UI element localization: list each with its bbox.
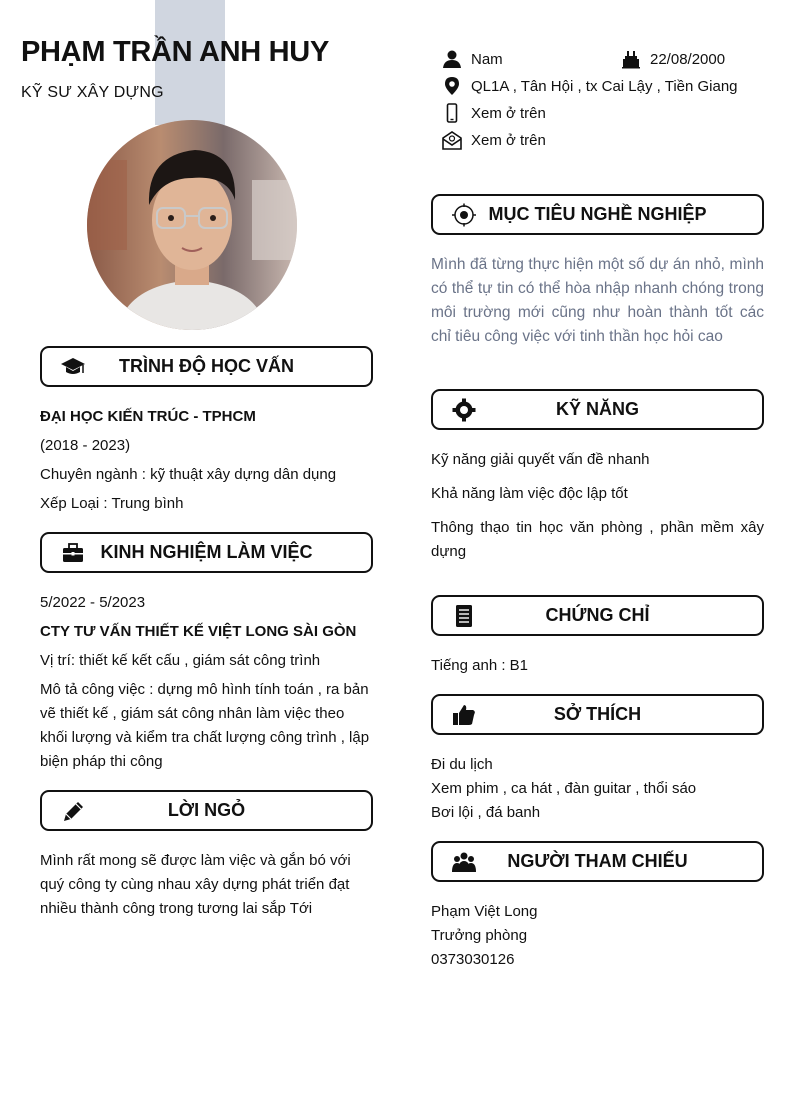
briefcase-icon xyxy=(58,540,88,566)
section-hobbies-title: SỞ THÍCH xyxy=(553,704,642,724)
skill-item: Thông thạo tin học văn phòng , phần mềm xây dựng xyxy=(431,519,764,560)
contact-phone xyxy=(441,102,546,124)
thumbs-up-icon xyxy=(449,702,479,728)
section-certificates-title: CHỨNG CHỈ xyxy=(545,605,650,625)
people-icon xyxy=(449,849,479,875)
section-education-title: TRÌNH ĐỘ HỌC VẤN xyxy=(119,356,294,376)
education-rank: Xếp Loại : Trung bình xyxy=(40,495,184,512)
contact-address xyxy=(441,75,738,97)
birthday-value: 22/08/2000 xyxy=(650,50,726,68)
hobby-item: Xem phim , ca hát , đàn guitar , thổi sáo xyxy=(431,780,697,797)
section-references-header xyxy=(431,841,764,882)
section-skills-title: KỸ NĂNG xyxy=(555,399,639,419)
job-title: KỸ SƯ XÂY DỰNG xyxy=(21,84,164,101)
email-value: Xem ở trên xyxy=(471,131,546,149)
section-skills-header xyxy=(431,389,764,430)
education-major: Chuyên ngành : kỹ thuật xây dựng dân dụng xyxy=(40,466,337,483)
candidate-name: PHẠM TRẦN ANH HUY xyxy=(21,36,329,68)
reference-role: Trưởng phòng xyxy=(431,927,528,944)
user-icon xyxy=(441,48,463,70)
envelope-icon xyxy=(441,129,463,151)
section-objective-title: MỤC TIÊU NGHỀ NGHIỆP xyxy=(488,204,707,224)
section-objective-header xyxy=(431,194,764,235)
section-education-header xyxy=(40,346,373,387)
reference-phone: 0373030126 xyxy=(431,951,515,968)
profile-photo xyxy=(87,120,297,330)
map-pin-icon xyxy=(441,75,463,97)
experience-company: CTY TƯ VẤN THIẾT KẾ VIỆT LONG SÀI GÒN xyxy=(40,623,357,640)
section-experience-header xyxy=(40,532,373,573)
phone-value: Xem ở trên xyxy=(471,104,546,122)
objective-text: Mình đã từng thực hiện một số dự án nhỏ, mình có thể tự tin có thể hòa nhập nhanh chóng trong môi trường mới cũng như hoàn thành tốt các chỉ tiêu công việc với tinh thần học hỏi cao xyxy=(431,256,764,345)
target-icon xyxy=(449,202,479,228)
experience-position: Vị trí: thiết kế kết cấu , giám sát công trình xyxy=(40,652,321,669)
address-value: QL1A , Tân Hội , tx Cai Lậy , Tiền Giang xyxy=(471,77,738,95)
pencil-icon xyxy=(58,798,88,824)
section-intro-header xyxy=(40,790,373,831)
gear-icon xyxy=(449,397,479,423)
phone-icon xyxy=(441,102,463,124)
contact-email xyxy=(441,129,546,151)
section-intro-title: LỜI NGỎ xyxy=(167,800,246,820)
reference-name: Phạm Việt Long xyxy=(431,903,538,920)
graduation-cap-icon xyxy=(58,354,88,380)
cake-icon xyxy=(620,48,642,70)
contact-birthday xyxy=(620,48,725,70)
hobby-item: Bơi lội , đá banh xyxy=(431,804,541,821)
section-hobbies-header xyxy=(431,694,764,735)
education-school: ĐẠI HỌC KIẾN TRÚC - TPHCM xyxy=(40,408,256,425)
hobby-item: Đi du lịch xyxy=(431,756,493,773)
contact-gender xyxy=(441,48,503,70)
experience-description: Mô tả công việc : dựng mô hình tính toán , ra bản vẽ thiết kế , giám sát công nhân làm việc theo khối lượng và kiểm tra chất lượng công trình , lập biện pháp thi công xyxy=(40,681,370,770)
experience-period: 5/2022 - 5/2023 xyxy=(40,594,146,611)
section-references-title: NGƯỜI THAM CHIẾU xyxy=(507,851,688,871)
section-experience-title: KINH NGHIỆM LÀM VIỆC xyxy=(100,542,313,562)
skill-item: Khả năng làm việc độc lập tốt xyxy=(431,485,628,502)
education-years: (2018 - 2023) xyxy=(40,437,131,454)
section-certificates-header xyxy=(431,595,764,636)
skill-item: Kỹ năng giải quyết vấn đề nhanh xyxy=(431,451,650,468)
gender-value: Nam xyxy=(471,50,503,68)
intro-text: Mình rất mong sẽ được làm việc và gắn bó với quý công ty cùng nhau xây dựng phát triển đạt nhiều thành công trong tương lai sắp Tới xyxy=(40,852,351,917)
document-icon xyxy=(449,603,479,629)
certificate-item: Tiếng anh : B1 xyxy=(431,657,529,674)
